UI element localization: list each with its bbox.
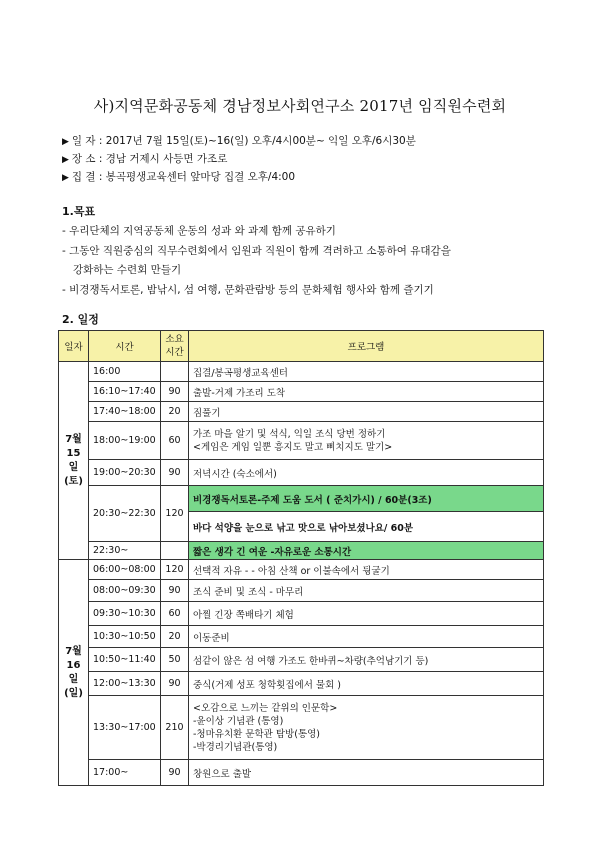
duration-cell: 120 — [161, 486, 189, 542]
program-cell: 저녁시간 (숙소에서) — [189, 460, 544, 486]
program-cell: 섬같이 않은 섬 여행 가조도 한바퀴~차량(추억남기기 등) — [189, 648, 544, 672]
program-cell: 중식(거제 성포 청학횟집에서 물회 ) — [189, 672, 544, 696]
header-time: 시간 — [89, 331, 161, 362]
table-row — [59, 362, 544, 382]
time-cell: 06:00~08:00 — [89, 560, 161, 580]
program-cell: 짐풀기 — [189, 402, 544, 422]
duration-cell: 20 — [161, 402, 189, 422]
program-cell: 바다 석양을 눈으로 낚고 맛으로 낚아보셨나요/ 60분 — [189, 512, 544, 542]
section1-heading: 1.목표 — [62, 205, 96, 218]
day-cell: 7월 15일 (토) — [59, 362, 89, 560]
table-row — [59, 696, 544, 760]
program-cell: 가조 마을 알기 및 석식, 익일 조식 당번 정하기 <게임은 게임 일뿐 흥지도 말고 삐치지도 말기> — [189, 422, 544, 460]
duration-cell — [161, 362, 189, 382]
program-cell: 아찔 긴장 쪽배타기 체험 — [189, 602, 544, 626]
duration-cell: 90 — [161, 760, 189, 786]
arrow-icon: ▶ — [62, 137, 69, 147]
header-day: 일자 — [59, 331, 89, 362]
table-row — [59, 602, 544, 626]
goal-bullet: - 그동안 직원중심의 직무수련회에서 임원과 직원이 함께 격려하고 소통하여 유대감을 — [62, 245, 451, 257]
table-header-row — [59, 331, 544, 362]
table-row — [59, 760, 544, 786]
program-cell: 창원으로 출발 — [189, 760, 544, 786]
table-row — [59, 580, 544, 602]
info-place: ▶ 장 소 : 경남 거제시 사등면 가조로 — [62, 153, 228, 165]
day-cell: 7월 16일 (일) — [59, 560, 89, 786]
duration-cell: 120 — [161, 560, 189, 580]
time-cell: 22:30~ — [89, 542, 161, 560]
program-cell: 집결/봉곡평생교육센터 — [189, 362, 544, 382]
info-meet: ▶ 집 결 : 봉곡평생교육센터 앞마당 집결 오후/4:00 — [62, 171, 296, 183]
arrow-icon: ▶ — [62, 173, 69, 183]
goal-bullet: - 우리단체의 지역공동체 운동의 성과 와 과제 함께 공유하기 — [62, 225, 336, 237]
goal-bullet: - 비경쟁독서토론, 밤낚시, 섬 여행, 문화관람방 등의 문화체험 행사와 함께 즐기기 — [62, 284, 434, 296]
table-row — [59, 402, 544, 422]
header-program: 프로그램 — [189, 331, 544, 362]
table-row — [59, 486, 544, 512]
time-cell: 16:00 — [89, 362, 161, 382]
document-title: 사)지역문화공동체 경남정보사회연구소 2017년 임직원수련회 — [93, 97, 507, 115]
info-date: ▶ 일 자 : 2017년 7월 15일(토)~16(일) 오후/4시00분~ 익일 오후/6시30분 — [62, 135, 416, 147]
program-cell: 선택적 자유 - - 아침 산책 or 이불속에서 뒹굴기 — [189, 560, 544, 580]
schedule-table — [58, 330, 544, 786]
program-cell: <오감으로 느끼는 같위의 인문학> -윤이상 기념관 (통영) -청마유치환 문학관 탐방(통영) -박경리기념관(통영) — [189, 696, 544, 760]
time-cell: 10:30~10:50 — [89, 626, 161, 648]
time-cell: 19:00~20:30 — [89, 460, 161, 486]
time-cell: 17:00~ — [89, 760, 161, 786]
duration-cell: 210 — [161, 696, 189, 760]
section2-heading: 2. 일정 — [62, 313, 99, 326]
header-duration: 소요 시간 — [161, 331, 189, 362]
table-row — [59, 422, 544, 460]
table-row — [59, 382, 544, 402]
duration-cell: 60 — [161, 602, 189, 626]
time-cell: 17:40~18:00 — [89, 402, 161, 422]
time-cell: 13:30~17:00 — [89, 696, 161, 760]
time-cell: 16:10~17:40 — [89, 382, 161, 402]
duration-cell: 90 — [161, 460, 189, 486]
program-cell: 비경쟁독서토론-주제 도움 도서 ( 준치가시) / 60분(3조) — [189, 486, 544, 512]
table-row — [59, 560, 544, 580]
time-cell: 20:30~22:30 — [89, 486, 161, 542]
time-cell: 18:00~19:00 — [89, 422, 161, 460]
table-row — [59, 542, 544, 560]
duration-cell: 90 — [161, 580, 189, 602]
time-cell: 09:30~10:30 — [89, 602, 161, 626]
goal-bullet: 강화하는 수련회 만들기 — [73, 264, 182, 276]
time-cell: 10:50~11:40 — [89, 648, 161, 672]
program-cell: 출발-거제 가조리 도착 — [189, 382, 544, 402]
duration-cell: 90 — [161, 382, 189, 402]
table-row — [59, 672, 544, 696]
time-cell: 12:00~13:30 — [89, 672, 161, 696]
program-cell: 짧은 생각 긴 여운 -자유로운 소통시간 — [189, 542, 544, 560]
table-row — [59, 460, 544, 486]
table-row — [59, 648, 544, 672]
time-cell: 08:00~09:30 — [89, 580, 161, 602]
arrow-icon: ▶ — [62, 155, 69, 165]
program-cell: 조식 준비 및 조식 - 마무리 — [189, 580, 544, 602]
duration-cell: 20 — [161, 626, 189, 648]
duration-cell — [161, 542, 189, 560]
program-cell: 이동준비 — [189, 626, 544, 648]
table-row — [59, 626, 544, 648]
duration-cell: 90 — [161, 672, 189, 696]
duration-cell: 50 — [161, 648, 189, 672]
duration-cell: 60 — [161, 422, 189, 460]
